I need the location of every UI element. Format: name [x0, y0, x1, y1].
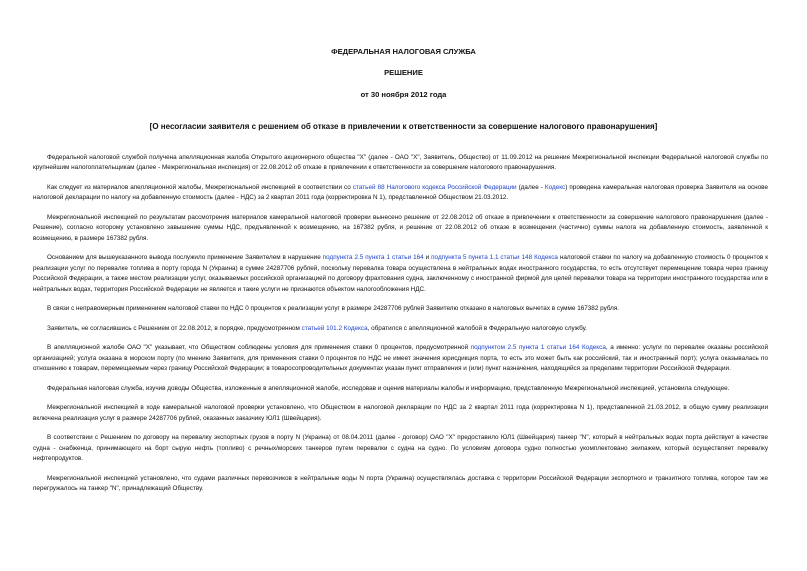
law-reference-link[interactable]: статьей 88 Налогового кодекса Российской Федерации: [352, 184, 517, 191]
paragraph: [33, 343, 768, 374]
paragraph: [33, 384, 768, 394]
paragraph-text: Основанием для вышеуказанного вывода послужило применение Заявителем в нарушение: [47, 254, 323, 262]
agency-name: ФЕДЕРАЛЬНАЯ НАЛОГОВАЯ СЛУЖБА: [331, 47, 476, 56]
paragraph-text: Межрегиональной инспекцией установлено, что судами различных перевозчиков в нейтральные воды N порта (Украина) осуществлялась доставка с территории Российской Федерации экспортного и транзитного топлива, которое там же перегружалось на танкер "N", принадлежащий Обществу.: [33, 474, 768, 493]
paragraph: [33, 403, 768, 424]
document-subject: [О несогласии заявителя с решением об отказе в привлечении к ответственности за совершение налогового правонарушения]: [149, 122, 658, 131]
paragraph-text: Межрегиональной инспекцией в ходе камеральной налоговой проверки установлено, что Обществом в налоговой декларации по НДС за 2 квартал 2011 года (корректировка N 1), представленной 21.03.2012, в общую сумму реализации включена реализация услуг в размере 24287706 рублей, оказанных заказчику ЮЛ1 (Швейцария).: [33, 404, 768, 422]
paragraph-text: Межрегиональной инспекцией по результатам рассмотрения материалов камеральной налоговой проверки вынесено решение от 22.08.2012 об отказе в привлечении к ответственности за совершение налогового правонарушения (далее - Решение), согласно которому установлено завышение суммы НДС, предъявленной к возмещению, на 167382 рубля, и решение от 22.08.2012 об отказе в возмещении (частично) суммы налога на добавленную стоимость, заявленной к возмещению, в размере 167382 рубля.: [33, 214, 768, 242]
paragraph-text: Как следует из материалов апелляционной жалобы, Межрегиональной инспекцией в соответствии со: [47, 184, 353, 191]
paragraph: [33, 213, 768, 244]
document-body: [33, 153, 768, 504]
document-date: от 30 ноября 2012 года: [360, 90, 447, 99]
paragraph-text: В апелляционной жалобе ОАО "X" указывает, что Обществом соблюдены условия для применения ставки 0 процентов, предусмотренной: [47, 344, 471, 352]
paragraph: [33, 324, 768, 334]
paragraph-text: , а именно: услуги по перевалке оказаны российской организацией; услуга оказана в морском порту (по мнению Заявителя, для применения ставки 0 процентов по НДС не имеет значения юрисдикция порта, то есть это может быть как российский, так и иностранный порт); услуга оказывалась по отношению к товарам, перемещаемым через границу Российской Федерации; в товаросопроводительных документах указан пункт отправления и (или) пункт назначения, находящийся за пределами территории Российской Федерации.: [33, 344, 769, 373]
paragraph: [33, 183, 768, 204]
paragraph-text: В связи с неправомерным применением налоговой ставки по НДС 0 процентов к реализации услуг в размере 24287706 рублей Заявителю отказано в налоговых вычетах в сумме 167382 рубля.: [47, 305, 620, 313]
paragraph: [33, 474, 768, 495]
law-reference-link[interactable]: статьей 101.2 Кодекса: [301, 324, 368, 332]
law-reference-link[interactable]: Кодекс: [544, 184, 566, 191]
paragraph: [33, 433, 768, 464]
paragraph-text: Заявитель, не согласившись с Решением от 22.08.2012, в порядке, предусмотренном: [47, 324, 302, 332]
paragraph-text: Федеральная налоговая служба, изучив доводы Общества, изложенные в апелляционной жалобе, исследовав и оценив материалы жалобы и информацию, представленную Межрегиональной инспекцией, установила следующее.: [47, 384, 730, 392]
paragraph-text: Федеральной налоговой службой получена апелляционная жалоба Открытого акционерного общества "X" (далее - ОАО "X", Заявитель, Общество) от 11.09.2012 на решение Межрегиональной инспекции Федеральной налоговой службы по крупнейшим налогоплательщикам (далее - Межрегиональная инспекция) от 22.08.2012 об отказе в привлечении к ответственности за совершение налогового правонарушения.: [33, 154, 768, 172]
law-reference-link[interactable]: подпункта 5 пункта 1.1 статьи 148 Кодекса: [431, 254, 558, 262]
paragraph-text: налоговой ставки по налогу на добавленную стоимость 0 процентов к реализации услуг по перевалке топлива в порту города N (Украина) в сумме 24287706 рублей, поскольку перевалка товара осуществлена в нейтральных водах иностранного государства, то есть отсутствует перемещение товара через границу Российской Федерации, а также местом реализации услуг, оказываемых российской организацией по договору фрахтования судна, заключенному с иностранной фирмой для целей перевалки товара на территории иностранного государства или в нейтральных водах, территория Российской Федерации не является и такие услуги не признаются объектом налогообложения НДС.: [33, 254, 768, 293]
paragraph-text: , обратился с апелляционной жалобой в Федеральную налоговую службу.: [367, 324, 587, 332]
law-reference-link[interactable]: подпункта 2.5 пункта 1 статьи 164: [322, 254, 424, 262]
paragraph-text: (далее -: [516, 184, 545, 191]
paragraph: [33, 153, 768, 174]
paragraph: [33, 253, 768, 295]
paragraph-text: и: [423, 254, 432, 262]
law-reference-link[interactable]: подпунктом 2.5 пункта 1 статьи 164 Кодекса: [470, 344, 606, 352]
paragraph-text: В соответствии с Решением по договору на перевалку экспортных грузов в порту N (Украина) от 08.04.2011 (далее - договор) ОАО "X" предоставило ЮЛ1 (Швейцария) танкер "N", который в нейтральных водах порта действует в качестве судна - снабженца, принимающего на борт сырую нефть (топливо) с речных/морских танкеров путем перевалки с судна на судно. По условиям договора судно полностью укомплектовано экипажем, который осуществляет перевалку нефтепродуктов.: [33, 434, 768, 463]
document-type: РЕШЕНИЕ: [384, 68, 423, 77]
paragraph: [33, 304, 768, 314]
paragraph-text: ) проведена камеральная налоговая проверка Заявителя на основе налоговой декларации по налогу на добавленную стоимость (далее - НДС) за 2 квартал 2011 года (корректировка N 1), представленной Обществом 21.03.2012.: [33, 184, 769, 202]
